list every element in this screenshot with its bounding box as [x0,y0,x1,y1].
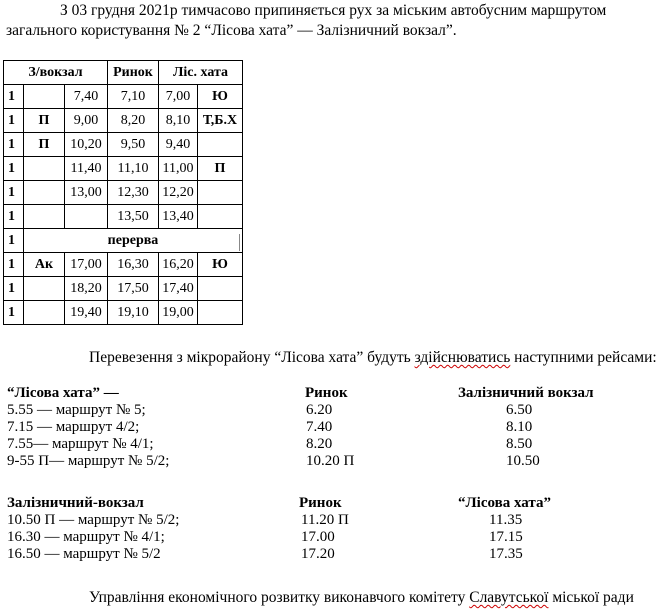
header-rynok: Ринок [108,61,159,85]
section-cell: 17.35 [489,546,523,562]
table-cell: 17,50 [108,277,159,301]
table-cell [198,133,243,157]
table-cell: Т,Б.Х [198,109,243,133]
table-cell [198,277,243,301]
section-header: Залізничний вокзал [458,385,594,401]
footer-misspelled-word: Славутської [469,589,549,606]
table-row [4,277,243,301]
note-misspelled-word: здійснюватись [414,349,511,366]
section-header: Ринок [305,385,348,401]
table-cell: 12,30 [108,181,159,205]
table-cell: 1 [4,157,24,181]
transport-note [89,349,657,367]
section-cell: 7.55— маршрут № 4/1; [7,436,154,452]
table-cell [198,181,243,205]
section-cell: 10.20 П [306,453,355,469]
section-cell: 8.10 [506,419,533,435]
section-cell: 9-55 П— маршрут № 5/2; [7,453,170,469]
table-cell: 7,40 [65,85,108,109]
table-cell [24,85,65,109]
section-cell: 17.20 [301,546,335,562]
break-label: перерва [24,229,243,253]
table-cell: 11,10 [108,157,159,181]
table-cell [24,181,65,205]
table-cell: 7,00 [159,85,198,109]
table-cell: Ю [198,253,243,277]
table-cell: 9,40 [159,133,198,157]
table-cell: 19,10 [108,301,159,325]
table-cell: 8,10 [159,109,198,133]
table-cell [65,205,108,229]
table-cell: 13,40 [159,205,198,229]
section-cell: 8.50 [506,436,533,452]
header-lis-khata: Ліс. хата [159,61,243,85]
table-cell: 1 [4,133,24,157]
section-cell: 6.50 [506,402,533,418]
section-header: Залізничний-вокзал [7,495,144,511]
section-header: Ринок [299,495,342,511]
table-cell: 1 [4,85,24,109]
table-row [4,133,243,157]
table-cell: 17,00 [65,253,108,277]
table-header-row [4,61,243,85]
table-cell: П [24,109,65,133]
table-resize-marker [239,234,240,251]
section-cell: 16.30 — маршрут № 4/1; [7,529,165,545]
section-cell: 5.55 — маршрут № 5; [7,402,146,418]
table-cell [24,277,65,301]
header-zvokzal: З/вокзал [4,61,108,85]
section-cell: 11.35 [489,512,523,528]
table-cell: 1 [4,181,24,205]
table-cell: 7,10 [108,85,159,109]
table-cell: 1 [4,205,24,229]
table-cell [198,205,243,229]
table-cell: 18,20 [65,277,108,301]
section-cell: 11.20 П [301,512,349,528]
section-cell: 8.20 [306,436,333,452]
section-cell: 16.50 — маршрут № 5/2 [7,546,161,562]
table-cell: 13,00 [65,181,108,205]
table-row [4,301,243,325]
table-cell: 12,20 [159,181,198,205]
section-cell: 17.15 [489,529,523,545]
table-cell [24,157,65,181]
table-row [4,181,243,205]
table-cell: 16,20 [159,253,198,277]
table-cell: 8,20 [108,109,159,133]
section-cell: 7.15 — маршрут 4/2; [7,419,140,435]
table-cell: 1 [4,301,24,325]
table-row [4,157,243,181]
table-cell: 9,00 [65,109,108,133]
table-cell: 1 [4,277,24,301]
table-cell: 16,30 [108,253,159,277]
table-row [4,109,243,133]
table-row [4,205,243,229]
cell: 1 [4,229,24,253]
intro-line-1: З 03 грудня 2021р тимчасово припиняється рух за міським автобусним маршрутом [60,2,607,19]
table-cell: П [198,157,243,181]
note-text: Перевезення з мікрорайону “Лісова хата” будуть [89,349,415,366]
table-cell [24,301,65,325]
section-cell: 17.00 [301,529,335,545]
table-cell: 11,40 [65,157,108,181]
section-header: “Лісова хата” — [7,385,119,401]
section-cell: 6.20 [306,402,333,418]
table-cell: 9,50 [108,133,159,157]
table-row [4,253,243,277]
table-cell: 19,00 [159,301,198,325]
table-cell: 11,00 [159,157,198,181]
table-cell: 1 [4,109,24,133]
schedule-table [3,60,243,325]
table-row [4,85,243,109]
section-header: “Лісова хата” [458,495,551,511]
table-cell: 13,50 [108,205,159,229]
table-cell [24,205,65,229]
table-break-row [4,229,243,253]
table-cell: 10,20 [65,133,108,157]
footer-text: Управління економічного розвитку виконавчого комітету [89,589,470,606]
intro-line-2: загального користування № 2 “Лісова хата” — Залізничний вокзал”. [6,22,457,39]
table-cell: Ак [24,253,65,277]
note-text-end: наступними рейсами: [510,349,657,366]
table-cell [198,301,243,325]
table-cell: 17,40 [159,277,198,301]
table-cell: П [24,133,65,157]
table-cell: 19,40 [65,301,108,325]
section-cell: 10.50 [506,453,540,469]
section-cell: 7.40 [306,419,333,435]
section-cell: 10.50 П — маршрут № 5/2; [7,512,180,528]
table-cell: Ю [198,85,243,109]
table-cell: 1 [4,253,24,277]
footer [89,589,634,607]
footer-text-end: міської ради [548,589,634,606]
